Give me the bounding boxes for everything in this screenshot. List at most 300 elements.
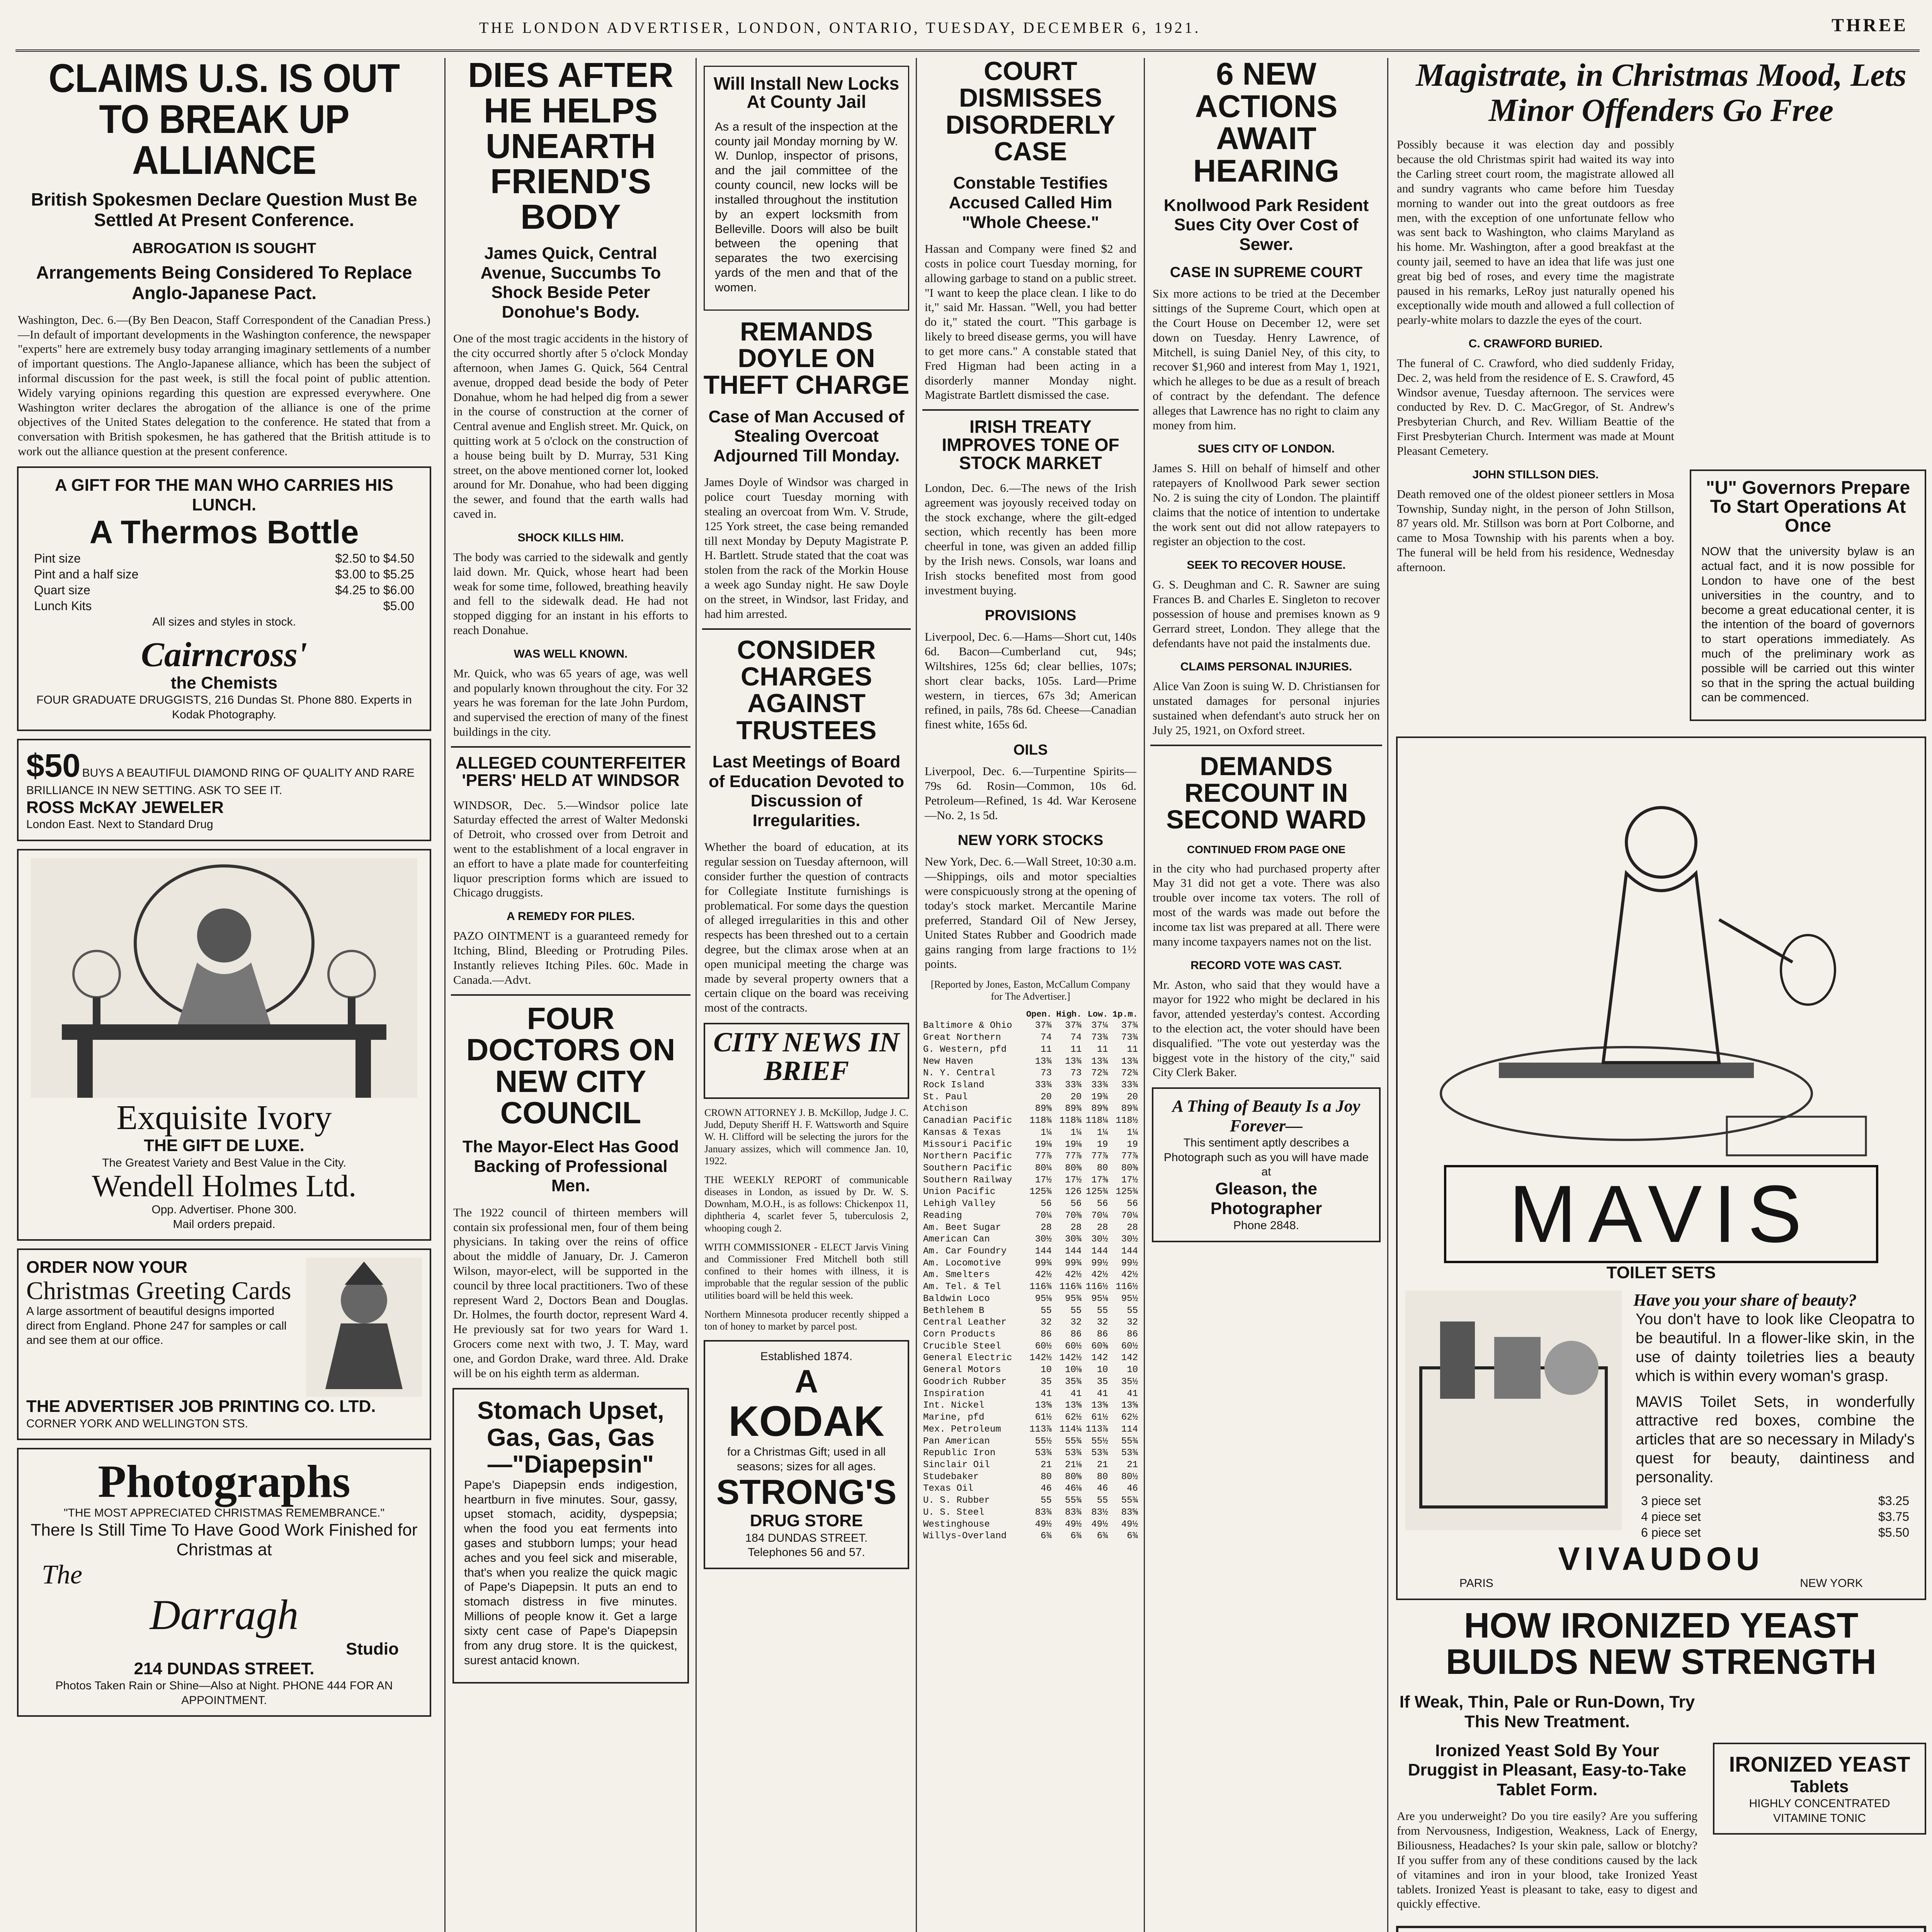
subhead-personal-injuries: CLAIMS PERSONAL INJURIES. [1180, 660, 1352, 673]
article-court-body: Hassan and Company were fined $2 and costs in police court Tuesday morning, for allowing garbage to stand on a public street. "I want to keep the place clean. I like to do it," said Mr. Hassan. "Well, you had better do it," stated the court. "This garbage is likely to breed disease germs, you will have to get more cans." A constable stated that Fred Higman had been acting in a disorderly manner Monday night. Magistrate Bartlett dismissed the case. [925, 242, 1136, 402]
obituary-crawford-body: The funeral of C. Crawford, who died suddenly Friday, Dec. 2, was held from the residence of E. S. Crawford, 45 Windsor avenue, Tuesday afternoon. The services were conducted by Rev. D. C. MacGregor, of St. Andrew's Presbyterian Church, and Rev. William Beattie of the First Presbyterian Church. Interment was made at Mount Pleasant Cemetery. [1397, 356, 1674, 457]
diapepsin-body: Pape's Diapepsin ends indigestion, heartburn in five minutes. Sour, gassy, upset stomach, acidity, dyspepsia; when the food you eat ferments into gases and stubborn lumps; your head aches and you feel sick and miserable, that's when you realize the quick magic of Pape's Diapepsin. It puts an end to stomach distress in five minutes. Millions of people know it. Get a large sixty cent case of Pape's Diapepsin from any drug store. It is the quickest, surest antacid known. [464, 1478, 677, 1667]
stock-cell-close: 11 [1127, 1044, 1138, 1055]
stock-cell-open: 144 [1035, 1246, 1052, 1257]
stock-cell-close: 62½ [1121, 1412, 1138, 1423]
stock-cell-low: 49½ [1091, 1519, 1108, 1530]
article-actions-body-2: James S. Hill on behalf of himself and other ratepayers of Knollwood Park sewer section No. 2 is suing the city of London. The plaintiff claims that the notice of intention to undertake the work sent out did not allow ratepayers to register an objection to the cost. [1153, 461, 1380, 548]
column-6 [1387, 58, 1928, 1932]
yeast-badge-tonic: HIGHLY CONCENTRATED VITAMINE TONIC [1749, 1797, 1890, 1825]
stock-row [922, 1092, 1139, 1104]
stock-cell-open: 41 [1041, 1388, 1052, 1399]
strongs-phone: Telephones 56 and 57. [748, 1546, 865, 1559]
wendell-name: Wendell Holmes Ltd. [92, 1169, 357, 1204]
thermos-price-row: Lunch Kits $5.00 [34, 599, 414, 613]
stock-cell-open: 10 [1041, 1365, 1052, 1376]
stock-cell-low: 55 [1097, 1305, 1108, 1316]
stock-cell-low: 86 [1097, 1329, 1108, 1340]
stock-cell-low: 83½ [1091, 1507, 1108, 1518]
stock-row [922, 1519, 1139, 1531]
stock-row [922, 1246, 1139, 1258]
stock-cell-open: 61½ [1035, 1412, 1052, 1423]
stock-cell-close: 13⅝ [1121, 1400, 1138, 1411]
stock-cell-close: 95½ [1121, 1293, 1138, 1304]
stock-cell-high: 17½ [1065, 1175, 1082, 1185]
article-counterfeiter-body: WINDSOR, Dec. 5.—Windsor police late Saturday effected the arrest of Walter Medonski of Detroit, who crossed over from Detroit and went to the establishment of a local engraver in an effort to have a plate made for counterfeiting liquor prescription forms which are issued to Chicago druggists. [453, 798, 688, 900]
stock-cell-close: 53¾ [1121, 1448, 1138, 1459]
stock-row [922, 1020, 1139, 1032]
stock-cell-name: Inspiration [923, 1388, 985, 1399]
stock-cell-open: 125¾ [1029, 1187, 1052, 1197]
photo-footer: Photos Taken Rain or Shine—Also at Night. PHONE 444 FOR AN APPOINTMENT. [55, 1679, 393, 1707]
stock-cell-name: Baltimore & Ohio [923, 1020, 1012, 1031]
stock-cell-open: 142½ [1029, 1353, 1052, 1364]
stock-cell-open: 55½ [1035, 1436, 1052, 1447]
stock-row [922, 1115, 1139, 1127]
stock-row [922, 1044, 1139, 1056]
stock-cell-high: 11 [1070, 1044, 1082, 1055]
stock-cell-name: Great Northern [923, 1032, 1001, 1043]
stock-cell-high: 83¾ [1065, 1507, 1082, 1518]
deck-dies: James Quick, Central Avenue, Succumbs To Shock Beside Peter Donohue's Body. [480, 243, 661, 321]
stock-row [922, 1281, 1139, 1293]
stock-cell-close: 17½ [1121, 1175, 1138, 1185]
stock-cell-low: 53¾ [1091, 1448, 1108, 1459]
divider [922, 409, 1139, 411]
stock-row [922, 1163, 1139, 1175]
stock-cell-open: 32 [1041, 1317, 1052, 1328]
stock-cell-close: 116½ [1116, 1282, 1138, 1293]
ad-gleason [1152, 1087, 1381, 1242]
stock-cell-name: Union Pacific [923, 1187, 996, 1197]
strongs-kodak: KODAK [728, 1398, 884, 1446]
ad-darragh-studio [17, 1448, 431, 1717]
obituary-stillson-body: Death removed one of the oldest pioneer settlers in Mosa Township, Sunday night, in the person of John Stillson, 87 years old. Mr. Stillson was born at Port Colborne, and came to Mosa Township with his parents when a boy. The funeral will be held from his residence, Wednesday afternoon. [1397, 487, 1674, 574]
thermos-price-row: Pint and a half size $3.00 to $5.25 [34, 567, 414, 581]
stock-row [922, 1186, 1139, 1198]
box-university-governors [1690, 469, 1926, 721]
cairncross-sub: the Chemists [170, 673, 278, 692]
stock-cell-name: Rock Island [923, 1080, 985, 1090]
stock-cell-low: 144 [1091, 1246, 1108, 1257]
stock-cell-high: 13⅝ [1065, 1400, 1082, 1411]
stock-row [922, 1483, 1139, 1495]
stock-cell-close: 99½ [1121, 1258, 1138, 1269]
stock-cell-open: 13¾ [1035, 1056, 1052, 1067]
stock-cell-high: 30¾ [1065, 1234, 1082, 1245]
stock-cell-low: 42½ [1091, 1270, 1108, 1281]
stock-cell-name: Canadian Pacific [923, 1116, 1012, 1126]
mavis-body: You don't have to look like Cleopatra to be beautiful. In a flower-like skin, in the use of dainty toiletries lies a beauty which is within every woman's grasp. [1636, 1311, 1915, 1384]
stock-row [922, 1198, 1139, 1210]
headline-jail: Will Install New Locks At County Jail [713, 73, 900, 112]
stock-cell-low: 89⅝ [1091, 1104, 1108, 1114]
stock-row [922, 1317, 1139, 1329]
stock-cell-close: 144 [1121, 1246, 1138, 1257]
gleason-headline: A Thing of Beauty Is a Joy Forever— [1172, 1097, 1361, 1135]
stock-cell-close: 35½ [1121, 1376, 1138, 1387]
stock-cell-high: 86 [1070, 1329, 1082, 1340]
stock-cell-close: 80⅜ [1121, 1163, 1138, 1173]
stock-cell-name: Studebaker [923, 1471, 979, 1482]
stock-cell-high: 49½ [1065, 1519, 1082, 1530]
stock-cell-close: 13¾ [1121, 1056, 1138, 1067]
headline-recount: DEMANDS RECOUNT IN SECOND WARD [1166, 751, 1366, 835]
divider [1150, 745, 1382, 746]
stock-cell-open: 83¾ [1035, 1507, 1052, 1518]
stock-cell-high: 21⅛ [1065, 1459, 1082, 1470]
stock-table-header: Open. High. Low. 1p.m. [1026, 1010, 1138, 1020]
stock-row [922, 1376, 1139, 1388]
stock-cell-low: 28 [1097, 1222, 1108, 1233]
stock-cell-low: 77⅞ [1091, 1151, 1108, 1162]
stock-cell-open: 49½ [1035, 1519, 1052, 1530]
yeast-deck-2: Ironized Yeast Sold By Your Druggist in Pleasant, Easy-to-Take Tablet Form. [1408, 1741, 1687, 1799]
deck-doctors: The Mayor-Elect Has Good Backing of Professional Men. [463, 1137, 679, 1196]
headline-court-dismisses: COURT DISMISSES DISORDERLY CASE [946, 58, 1116, 167]
stock-cell-low: 142 [1091, 1353, 1108, 1364]
greet-body: A large assortment of beautiful designs imported direct from England. Phone 247 for samples or call and see them at our office. [26, 1305, 287, 1347]
stock-cell-close: 118½ [1116, 1116, 1138, 1126]
stock-cell-open: 53¾ [1035, 1448, 1052, 1459]
stock-cell-high: 144 [1065, 1246, 1082, 1257]
stock-cell-high: 28 [1070, 1222, 1082, 1233]
stock-cell-close: 20 [1127, 1092, 1138, 1102]
article-doyle-body: James Doyle of Windsor was charged in police court Tuesday morning with stealing an overcoat from Wm. V. Strude, 125 York street, the case being remanded till next Monday by Deputy Magistrate P. H. Bartlett. Strude stated that the coat was stolen from the rack of the Morkin House a week ago Sunday night. He saw Doyle on the street, in Windsor, last Friday, and had him arrested. [704, 475, 908, 621]
stock-cell-low: 33¾ [1091, 1080, 1108, 1090]
stock-cell-low: 73¾ [1091, 1032, 1108, 1043]
divider [451, 994, 690, 996]
stock-cell-high: 73 [1070, 1068, 1082, 1079]
wendell-address: Opp. Advertiser. Phone 300. [151, 1203, 297, 1216]
strongs-a: A [794, 1363, 818, 1400]
gleason-phone: Phone 2848. [1233, 1219, 1299, 1232]
gleason-body: This sentiment aptly describes a Photograph such as you will have made at [1163, 1136, 1369, 1179]
stock-row [922, 1436, 1139, 1448]
mavis-price-row: 3 piece set $3.25 [1641, 1493, 1909, 1508]
stock-cell-close: 6¾ [1127, 1531, 1138, 1542]
article-actions-body-3: G. S. Deughman and C. R. Sawner are suing Frances B. and Charles E. Singleton to recover possession of house and premises known as 9 Gerrard street, London. They allege that the defendants have not paid the instalments due. [1153, 578, 1380, 650]
stock-cell-close: 32 [1127, 1317, 1138, 1328]
stock-cell-high: 20 [1070, 1092, 1082, 1102]
deck-new-actions: Knollwood Park Resident Sues City Over Cost of Sewer. [1163, 196, 1369, 254]
stock-cell-high: 142½ [1059, 1353, 1082, 1364]
stock-cell-low: 116½ [1085, 1282, 1108, 1293]
ivory-line: The Greatest Variety and Best Value in the City. [102, 1156, 346, 1169]
strongs-address: 184 DUNDAS STREET. [745, 1531, 868, 1544]
deck-trustees: Last Meetings of Board of Education Devoted to Discussion of Irregularities. [709, 752, 904, 830]
thermos-intro: A GIFT FOR THE MAN WHO CARRIES HIS LUNCH. [55, 475, 393, 514]
headline-governors: "U" Governors Prepare To Start Operations At Once [1706, 478, 1910, 536]
article-dies-body: One of the most tragic accidents in the history of the city occurred shortly after 5 o'clock Monday afternoon, when James G. Quick, 564 Central avenue, dropped dead beside the body of Peter Donahue, whom he had helped dig from a sewer in the course of construction at the corner of Central avenue and English street. Mr. Quick, on quitting work at 5 o'clock on the construction of a house being built by D. Murray, 531 King street, on the above mentioned corner lot, looked around for Mr. Donahue, who had been digging the sewer, and found that the earth walls had caved in. [453, 332, 688, 521]
stock-cell-high: 56 [1070, 1199, 1082, 1209]
article-governors-body: NOW that the university bylaw is an actual fact, and it is now possible for London to have one of the best universities in the country, and to become a great educational center, it is the intention of the board of governors to start operations immediately. As much of the preliminary work as possible will be carried out this winter so that in the spring the actual building can be commenced. [1701, 544, 1915, 704]
stock-cell-high: 77⅞ [1065, 1151, 1082, 1162]
ad-mavis [1396, 736, 1926, 1600]
cairncross-address: FOUR GRADUATE DRUGGISTS, 216 Dundas St. Phone 880. Experts in Kodak Photography. [36, 694, 412, 721]
stock-table [922, 1009, 1139, 1543]
stock-cell-close: 80½ [1121, 1471, 1138, 1482]
ad-wendell-holmes [17, 849, 431, 1241]
stock-cell-close: 60½ [1121, 1341, 1138, 1352]
stock-row [922, 1471, 1139, 1483]
stock-cell-high: 6¾ [1070, 1531, 1082, 1542]
stock-cell-low: 113⅞ [1085, 1424, 1108, 1435]
stock-cell-low: 19¾ [1091, 1092, 1108, 1102]
stock-cell-high: 74 [1070, 1032, 1082, 1043]
stock-cell-name: General Motors [923, 1365, 1001, 1376]
nys-report-credit: [Reported by Jones, Easton, McCallum Company for The Advertiser.] [930, 978, 1131, 1002]
stock-cell-open: 55 [1041, 1495, 1052, 1506]
stock-cell-low: 118¼ [1085, 1116, 1108, 1126]
stock-cell-name: Lehigh Valley [923, 1199, 996, 1209]
stock-cell-name: U. S. Steel [923, 1507, 985, 1518]
column-3 [696, 58, 911, 1932]
stock-cell-name: G. Western, pfd [923, 1044, 1007, 1055]
stock-cell-high: 62½ [1065, 1412, 1082, 1423]
photo-title: Photographs [98, 1456, 350, 1507]
stock-cell-name: Am. Smelters [923, 1270, 990, 1281]
stock-cell-high: 55¾ [1065, 1436, 1082, 1447]
headline-city-news: CITY NEWS IN BRIEF [713, 1027, 900, 1086]
stock-row [922, 1293, 1139, 1305]
headline-irish-treaty: IRISH TREATY IMPROVES TONE OF STOCK MARKET [942, 417, 1119, 473]
masthead [15, 7, 1920, 52]
headline-doctors: FOUR DOCTORS ON NEW CITY COUNCIL [466, 1001, 675, 1130]
stock-cell-name: Reading [923, 1210, 962, 1221]
stock-cell-low: 35 [1097, 1376, 1108, 1387]
page-number: THREE [1831, 15, 1908, 36]
yeast-badge-title: IRONIZED YEAST [1729, 1752, 1910, 1777]
stock-cell-open: 70¼ [1035, 1210, 1052, 1221]
photo-subtitle: "THE MOST APPRECIATED CHRISTMAS REMEMBRANCE." [63, 1507, 385, 1520]
greet-title: Christmas Greeting Cards [26, 1276, 291, 1305]
stock-cell-open: 80 [1041, 1471, 1052, 1482]
stock-cell-close: 10 [1127, 1365, 1138, 1376]
stock-cell-name: Goodrich Rubber [923, 1376, 1007, 1387]
headline-doyle: REMANDS DOYLE ON THEFT CHARGE [703, 316, 910, 400]
stock-cell-open: 33¾ [1035, 1080, 1052, 1090]
stock-cell-name: Corn Products [923, 1329, 996, 1340]
stock-cell-open: 113⅞ [1029, 1424, 1052, 1435]
article-alliance-body: Washington, Dec. 6.—(By Ben Deacon, Staff Correspondent of the Canadian Press.)—In default of important developments in the Washington conference, the newspaper "experts" here are extremely busy today arranging imaginary settlements of a number of important questions. The Anglo-Japanese alliance, which has been the subject of informal discussion for the past week, is still the focal point of public attention. Widely varying opinions regarding this question are expressed everywhere. One Washington writer declares the abrogation of the alliance is one of the prime objectives of the United States delegation to the conference. He stated that from a conversation with British spokesmen, he has gathered that the British attitude is to work out the alliance question at the present conference. [18, 313, 430, 458]
wendell-mail: Mail orders prepaid. [173, 1218, 276, 1231]
stock-cell-name: Republic Iron [923, 1448, 996, 1459]
stock-cell-close: 56 [1127, 1199, 1138, 1209]
stock-cell-low: 99½ [1091, 1258, 1108, 1269]
obituary-stillson-heading: JOHN STILLSON DIES. [1472, 468, 1599, 481]
greet-company: THE ADVERTISER JOB PRINTING CO. LTD. [26, 1397, 376, 1416]
photo-studio: Studio [346, 1639, 399, 1659]
stock-row [922, 1032, 1139, 1044]
divider [702, 628, 911, 630]
stock-cell-low: 30½ [1091, 1234, 1108, 1245]
stock-cell-name: New Haven [923, 1056, 973, 1067]
mavis-city-new-york: NEW YORK [1800, 1577, 1863, 1590]
article-dies-body-2: The body was carried to the sidewalk and gently laid down. Mr. Quick, whose heart had been weak for some time, followed, breathing heavily and fell to the sidewalk dead. He had not stopped digging for an instant in his efforts to reach Donahue. [453, 550, 688, 637]
stock-cell-open: 13⅝ [1035, 1400, 1052, 1411]
stock-cell-low: 125¾ [1085, 1187, 1108, 1197]
divider [451, 746, 690, 748]
article-recount-body: in the city who had purchased property after May 31 did not get a vote. There was also trouble over income tax voters. The roll of most of the wards was made out before the income tax list was prepared at all. There were many income taxpayers names not on the list. [1153, 861, 1380, 948]
article-recount-body-2: Mr. Aston, who said that they would have a mayor for 1922 who might be declared in his favor, attended yesterday's contest. According to the election act, the voter should have been disqualified. "The vote out yesterday was the biggest vote in the history of the city," said City Clerk Baker. [1153, 978, 1380, 1079]
news-item: CROWN ATTORNEY J. B. McKillop, Judge J. C. Judd, Deputy Sheriff H. F. Wattsworth and Squire W. H. Clifford will be selecting the jurors for the January assizes, which will commence Jan. 10, 1922. [704, 1107, 908, 1167]
headline-new-actions: 6 NEW ACTIONS AWAIT HEARING [1193, 58, 1340, 189]
stock-cell-name: Southern Pacific [923, 1163, 1012, 1173]
stock-cell-high: 19⅛ [1065, 1139, 1082, 1150]
stock-cell-high: 13¾ [1065, 1056, 1082, 1067]
stock-cell-high: 118¾ [1059, 1116, 1082, 1126]
ross-price: $50 [26, 747, 81, 784]
yeast-deck: If Weak, Thin, Pale or Run-Down, Try This New Treatment. [1399, 1692, 1695, 1731]
oils-body: Liverpool, Dec. 6.—Turpentine Spirits—79s 6d. Rosin—Common, 10s 6d. Petroleum—Refined, 1s 4d. War Kerosene—No. 2, 1s 5d. [925, 764, 1136, 822]
stock-cell-low: 80 [1097, 1471, 1108, 1482]
stock-cell-high: 99¾ [1065, 1258, 1082, 1269]
subhead-supreme-court: CASE IN SUPREME COURT [1170, 264, 1363, 281]
ross-address: London East. Next to Standard Drug [26, 818, 213, 831]
provisions-body: Liverpool, Dec. 6.—Hams—Short cut, 140s 6d. Bacon—Cumberland cut, 94s; Wiltshires, 125s 6d; clear bellies, 107s; short clear backs, 105s. Lard—Prime western, in tierces, 67s 3d; American refined, in pails, 78s 6d. Cheese—Canadian finest white, 165s 6d. [925, 630, 1136, 731]
stock-cell-close: 46 [1127, 1483, 1138, 1494]
stock-cell-open: 1¼ [1041, 1127, 1052, 1138]
stock-row [922, 1495, 1139, 1507]
column-5 [1144, 58, 1382, 1932]
stock-cell-close: 114 [1121, 1424, 1138, 1435]
yeast-body: Are you underweight? Do you tire easily? Are you suffering from Nervousness, Indigestion, Weakness, Lack of Energy, Biliousness, Headaches? Is your skin pale, sallow or blotchy? If you suffer from any of these conditions caused by the lack of vitamines and iron in your blood, take Ironized Yeast tablets. Ironized Yeast is pleasant to take, easy to digest and quickly effective. [1397, 1809, 1697, 1911]
stock-cell-high: 46⅛ [1065, 1483, 1082, 1494]
stock-cell-low: 19 [1097, 1139, 1108, 1150]
mavis-brand: VIVAUDOU [1558, 1540, 1764, 1577]
mavis-body-2: MAVIS Toilet Sets, in wonderfully attractive red boxes, combine the articles that are so necessary in Milady's quest for beauty, daintiness and personality. [1636, 1393, 1915, 1486]
heading-oils: OILS [1013, 742, 1048, 759]
stock-cell-low: 32 [1097, 1317, 1108, 1328]
stock-cell-high: 126 [1065, 1187, 1082, 1197]
ivory-title: Exquisite Ivory [116, 1098, 332, 1137]
box-city-news [704, 1023, 909, 1099]
stock-cell-open: 19⅛ [1035, 1139, 1052, 1150]
thermos-price-row: Quart size $4.25 to $6.00 [34, 583, 414, 597]
stock-cell-name: Atchison [923, 1104, 968, 1114]
stock-cell-low: 1¼ [1097, 1127, 1108, 1138]
strongs-name: STRONG'S [716, 1473, 897, 1512]
stock-row [922, 1127, 1139, 1139]
stock-row [922, 1364, 1139, 1376]
stock-row [922, 1400, 1139, 1412]
ad-strongs-kodak [704, 1340, 909, 1569]
stock-row [922, 1080, 1139, 1092]
lady-with-mirror-illustration [1410, 746, 1912, 1163]
continued-note: CONTINUED FROM PAGE ONE [1187, 843, 1346, 855]
article-trustees-body: Whether the board of education, at its regular session on Tuesday afternoon, will consider further the question of contracts for Collegiate Institute furnishings is problematical. For some days the question of alleged irregularities in this and other respects has been threshed out to a certain degree, but the climax arose when at an open municipal meeting the charge was made by several property owners that a certain clique on the board was receiving most of the contracts. [704, 840, 908, 1015]
stock-row [922, 1269, 1139, 1281]
ad-greeting-cards [17, 1248, 431, 1440]
stock-cell-low: 60⅜ [1091, 1341, 1108, 1352]
mavis-logo: MAVIS [1444, 1165, 1878, 1263]
stock-cell-name: Crucible Steel [923, 1341, 1001, 1352]
stock-cell-name: Kansas & Texas [923, 1127, 1001, 1138]
article-actions-body-4: Alice Van Zoon is suing W. D. Christiansen for unstated damages for personal injuries sustained when defendant's auto struck her on July 25, 1921, on Oxford street. [1153, 679, 1380, 737]
stock-cell-open: 17½ [1035, 1175, 1052, 1185]
subdeck-alliance: Arrangements Being Considered To Replace Anglo-Japanese Pact. [36, 262, 412, 303]
deck-court: Constable Testifies Accused Called Him "Whole Cheese." [949, 173, 1112, 232]
photo-line: There Is Still Time To Have Good Work Finished for Christmas at [31, 1520, 418, 1559]
stock-cell-low: 11 [1097, 1044, 1108, 1055]
stock-cell-close: 83⅝ [1121, 1507, 1138, 1518]
stock-cell-close: 49½ [1121, 1519, 1138, 1530]
lady-at-dresser-illustration [31, 858, 417, 1098]
stock-cell-open: 95⅛ [1035, 1293, 1052, 1304]
stock-cell-name: Marine, pfd [923, 1412, 985, 1423]
stock-cell-close: 28 [1127, 1222, 1138, 1233]
stock-cell-name: N. Y. Central [923, 1068, 996, 1079]
stock-cell-high: 42½ [1065, 1270, 1082, 1281]
stock-cell-close: 37¾ [1121, 1020, 1138, 1031]
stock-cell-high: 114¼ [1059, 1424, 1082, 1435]
stock-cell-high: 89¾ [1065, 1104, 1082, 1114]
strongs-drug-store: DRUG STORE [750, 1511, 863, 1531]
article-dies-body-3: Mr. Quick, who was 65 years of age, was well and popularly known throughout the city. For 32 years he was foreman for the late John Purdom, and supervised the erection of many of the finest buildings in the city. [453, 666, 688, 739]
stock-cell-low: 80 [1097, 1163, 1108, 1173]
stock-cell-high: 95¾ [1065, 1293, 1082, 1304]
strongs-line: for a Christmas Gift; used in all seasons; sizes for all ages. [727, 1446, 886, 1473]
stock-cell-name: Am. Beet Sugar [923, 1222, 1001, 1233]
thermos-note: All sizes and styles in stock. [152, 615, 296, 628]
subhead-sues-city: SUES CITY OF LONDON. [1197, 442, 1335, 456]
nys-body: New York, Dec. 6.—Wall Street, 10:30 a.m.—Shippings, oils and motor specialties were conspicuously strong at the opening of today's stock market. Mercantile Marine preferred, Standard Oil of New Jersey, United States Rubber and Goodrich made gains ranging from large fractions to 1½ points. [925, 855, 1136, 971]
stock-cell-high: 116¾ [1059, 1282, 1082, 1293]
stock-cell-open: 20 [1041, 1092, 1052, 1102]
stock-cell-open: 55 [1041, 1305, 1052, 1316]
ad-thermos [17, 466, 431, 731]
stock-cell-name: Am. Tel. & Tel [923, 1282, 1001, 1293]
stock-cell-name: St. Paul [923, 1092, 968, 1102]
stock-cell-close: 19 [1127, 1139, 1138, 1150]
headline-alliance: CLAIMS U.S. IS OUT TO BREAK UP ALLIANCE [48, 58, 400, 183]
stock-row [922, 1447, 1139, 1459]
stock-row [922, 1531, 1139, 1543]
stock-cell-open: 60½ [1035, 1341, 1052, 1352]
mavis-price-row: 6 piece set $5.50 [1641, 1525, 1909, 1539]
stock-cell-open: 28 [1041, 1222, 1052, 1233]
stock-cell-high: 55¾ [1065, 1495, 1082, 1506]
stock-cell-high: 1¼ [1070, 1127, 1082, 1138]
stock-row [922, 1234, 1139, 1246]
greet-order: ORDER NOW YOUR [26, 1258, 188, 1277]
stock-cell-close: 21 [1127, 1459, 1138, 1470]
stock-cell-open: 116¾ [1029, 1282, 1052, 1293]
box-county-jail [704, 66, 909, 311]
strongs-established: Established 1874. [760, 1350, 853, 1363]
stock-cell-name: Missouri Pacific [923, 1139, 1012, 1150]
photo-name: Darragh [150, 1591, 299, 1639]
stock-cell-low: 21 [1097, 1459, 1108, 1470]
stock-cell-open: 56 [1041, 1199, 1052, 1209]
stock-cell-name: Sinclair Oil [923, 1459, 990, 1470]
greet-address: CORNER YORK AND WELLINGTON STS. [26, 1417, 248, 1430]
article-piles-body: PAZO OINTMENT is a guaranteed remedy for Itching, Blind, Bleeding or Protruding Piles. Instantly relieves Itching Piles. 60c. Made in Canada.—Advt. [453, 929, 688, 986]
stock-cell-high: 55 [1070, 1305, 1082, 1316]
subhead-shock: SHOCK KILLS HIM. [517, 531, 624, 544]
stock-cell-name: Mex. Petroleum [923, 1424, 1001, 1435]
stock-row [922, 1305, 1139, 1317]
stock-cell-close: 33¾ [1121, 1080, 1138, 1090]
subhead-record-vote: RECORD VOTE WAS CAST. [1190, 959, 1342, 972]
stock-cell-close: 42½ [1121, 1270, 1138, 1281]
mavis-city-paris: PARIS [1459, 1577, 1493, 1590]
stock-cell-open: 89⅝ [1035, 1104, 1052, 1114]
stock-row [922, 1175, 1139, 1187]
stock-cell-low: 37¼ [1091, 1020, 1108, 1031]
stock-cell-low: 6¾ [1097, 1531, 1108, 1542]
